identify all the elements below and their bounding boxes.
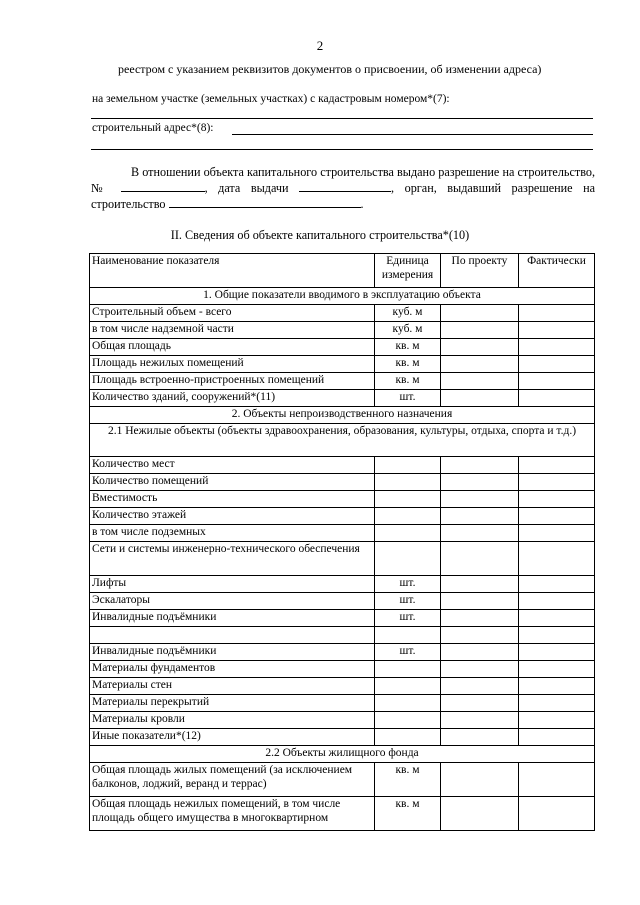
table-row [90, 763, 595, 797]
actual-value-cell[interactable] [519, 322, 595, 339]
group-row [90, 407, 595, 424]
table-row [90, 356, 595, 373]
table-row [90, 627, 595, 644]
indicator-name: Эскалаторы [90, 593, 375, 610]
table-row [90, 491, 595, 508]
actual-value-cell[interactable] [519, 457, 595, 474]
group-row [90, 424, 595, 457]
indicator-name: Инвалидные подъёмники [90, 610, 375, 627]
group-2-title: 2. Объекты непроизводственного назначения [90, 407, 595, 424]
indicator-unit [375, 678, 441, 695]
indicator-name: Площадь нежилых помещений [90, 356, 375, 373]
project-value-cell[interactable] [441, 593, 519, 610]
table-row [90, 593, 595, 610]
unit-header: Единица измерения [375, 254, 441, 288]
indicator-name: в том числе надземной части [90, 322, 375, 339]
indicator-unit [375, 457, 441, 474]
indicator-name: Общая площадь жилых помещений (за исключением балконов, лоджий, веранд и террас) [90, 763, 375, 797]
table-row [90, 678, 595, 695]
indicator-name: Количество мест [90, 457, 375, 474]
project-value-cell[interactable] [441, 627, 519, 644]
table-row [90, 525, 595, 542]
indicator-unit: шт. [375, 390, 441, 407]
indicator-name: Вместимость [90, 491, 375, 508]
actual-value-cell[interactable] [519, 610, 595, 627]
project-value-cell[interactable] [441, 474, 519, 491]
project-value-cell[interactable] [441, 542, 519, 576]
group-row [90, 288, 595, 305]
indicator-unit: кв. м [375, 763, 441, 797]
indicator-name [90, 627, 375, 644]
project-value-cell[interactable] [441, 491, 519, 508]
actual-value-cell[interactable] [519, 678, 595, 695]
project-value-cell[interactable] [441, 339, 519, 356]
project-value-cell[interactable] [441, 763, 519, 797]
indicator-unit [375, 491, 441, 508]
permit-date-blank [299, 180, 391, 192]
project-value-cell[interactable] [441, 797, 519, 831]
project-value-cell[interactable] [441, 661, 519, 678]
address-label: строительный адрес*(8): [92, 122, 214, 134]
table-row [90, 712, 595, 729]
indicator-name: в том числе подземных [90, 525, 375, 542]
indicator-name: Площадь встроенно-пристроенных помещений [90, 373, 375, 390]
blank-line-address [232, 134, 593, 135]
actual-value-cell[interactable] [519, 576, 595, 593]
actual-value-cell[interactable] [519, 508, 595, 525]
project-value-cell[interactable] [441, 576, 519, 593]
table-row [90, 474, 595, 491]
project-value-cell[interactable] [441, 305, 519, 322]
indicator-unit [375, 525, 441, 542]
indicator-name: Строительный объем - всего [90, 305, 375, 322]
actual-header: Фактически [519, 254, 595, 288]
indicator-unit: шт. [375, 610, 441, 627]
project-value-cell[interactable] [441, 678, 519, 695]
table-row [90, 695, 595, 712]
project-value-cell[interactable] [441, 322, 519, 339]
actual-value-cell[interactable] [519, 542, 595, 576]
blank-line-cadastral [91, 118, 593, 119]
indicator-name: Количество помещений [90, 474, 375, 491]
permit-text-2: , дата выдачи [204, 181, 289, 195]
project-value-cell[interactable] [441, 644, 519, 661]
table-row [90, 457, 595, 474]
indicator-name: Материалы стен [90, 678, 375, 695]
project-value-cell[interactable] [441, 356, 519, 373]
permit-paragraph [91, 165, 595, 212]
indicator-name: Общая площадь [90, 339, 375, 356]
actual-value-cell[interactable] [519, 390, 595, 407]
project-header: По проекту [441, 254, 519, 288]
project-value-cell[interactable] [441, 373, 519, 390]
project-value-cell[interactable] [441, 525, 519, 542]
actual-value-cell[interactable] [519, 305, 595, 322]
indicator-name: Количество этажей [90, 508, 375, 525]
indicator-unit: шт. [375, 644, 441, 661]
table-row [90, 390, 595, 407]
table-row [90, 576, 595, 593]
actual-value-cell[interactable] [519, 797, 595, 831]
actual-value-cell[interactable] [519, 661, 595, 678]
actual-value-cell[interactable] [519, 712, 595, 729]
permit-text-3: , орган, выдавший разрешение на строительство [91, 181, 595, 211]
indicator-name: Материалы фундаментов [90, 661, 375, 678]
actual-value-cell[interactable] [519, 474, 595, 491]
indicator-unit: кв. м [375, 356, 441, 373]
name-header: Наименование показателя [90, 254, 375, 288]
project-value-cell[interactable] [441, 695, 519, 712]
actual-value-cell[interactable] [519, 525, 595, 542]
indicator-name: Лифты [90, 576, 375, 593]
indicator-name: Материалы перекрытий [90, 695, 375, 712]
indicator-unit: кв. м [375, 373, 441, 390]
indicator-unit [375, 712, 441, 729]
table-row [90, 542, 595, 576]
indicator-unit [375, 627, 441, 644]
indicator-unit [375, 695, 441, 712]
actual-value-cell[interactable] [519, 339, 595, 356]
table-row [90, 644, 595, 661]
group-row [90, 746, 595, 763]
actual-value-cell[interactable] [519, 373, 595, 390]
permit-text-1: В отношении объекта капитального строительства выдано разрешение на строительство, № [91, 165, 595, 195]
table-row [90, 797, 595, 831]
table-header-row [90, 254, 595, 288]
indicator-unit [375, 474, 441, 491]
indicator-unit: кв. м [375, 339, 441, 356]
group-2-2-title: 2.2 Объекты жилищного фонда [90, 746, 595, 763]
table-row [90, 508, 595, 525]
actual-value-cell[interactable] [519, 593, 595, 610]
indicator-unit: куб. м [375, 305, 441, 322]
table-row [90, 305, 595, 322]
actual-value-cell[interactable] [519, 729, 595, 746]
table-row [90, 322, 595, 339]
table-row [90, 661, 595, 678]
indicator-name: Инвалидные подъёмники [90, 644, 375, 661]
project-value-cell[interactable] [441, 712, 519, 729]
table-row [90, 339, 595, 356]
project-value-cell[interactable] [441, 390, 519, 407]
indicator-name: Материалы кровли [90, 712, 375, 729]
group-2-1-title: 2.1 Нежилые объекты (объекты здравоохранения, образования, культуры, отдыха, спорта и т.д.) [90, 424, 595, 457]
actual-value-cell[interactable] [519, 763, 595, 797]
indicator-unit [375, 542, 441, 576]
intro-line-2: на земельном участке (земельных участках) с кадастровым номером*(7): [92, 93, 450, 105]
indicator-name: Сети и системы инженерно-технического обеспечения [90, 542, 375, 576]
actual-value-cell[interactable] [519, 491, 595, 508]
indicator-unit: куб. м [375, 322, 441, 339]
project-value-cell[interactable] [441, 729, 519, 746]
object-info-table-body [90, 254, 595, 831]
blank-line-address-2 [91, 149, 593, 150]
permit-number-blank [121, 180, 205, 192]
actual-value-cell[interactable] [519, 695, 595, 712]
indicator-name: Общая площадь нежилых помещений, в том числе площадь общего имущества в многоквартирном [90, 797, 375, 831]
indicator-name: Иные показатели*(12) [90, 729, 375, 746]
actual-value-cell[interactable] [519, 627, 595, 644]
table-row [90, 373, 595, 390]
indicator-unit [375, 508, 441, 525]
indicator-unit [375, 729, 441, 746]
indicator-unit: шт. [375, 593, 441, 610]
group-1-title: 1. Общие показатели вводимого в эксплуатацию объекта [90, 288, 595, 305]
indicator-unit: шт. [375, 576, 441, 593]
intro-line-1: реестром с указанием реквизитов документов о присвоении, об изменении адреса) [118, 62, 542, 76]
section-title: II. Сведения об объекте капитального строительства*(10) [170, 228, 470, 242]
object-info-table [89, 253, 595, 831]
table-row [90, 610, 595, 627]
table-row [90, 729, 595, 746]
actual-value-cell[interactable] [519, 356, 595, 373]
indicator-unit: кв. м [375, 797, 441, 831]
indicator-name: Количество зданий, сооружений*(11) [90, 390, 375, 407]
project-value-cell[interactable] [441, 610, 519, 627]
project-value-cell[interactable] [441, 457, 519, 474]
actual-value-cell[interactable] [519, 644, 595, 661]
indicator-unit [375, 661, 441, 678]
permit-authority-blank [169, 196, 361, 208]
permit-period: . [360, 197, 364, 211]
page-number: 2 [316, 38, 324, 53]
project-value-cell[interactable] [441, 508, 519, 525]
